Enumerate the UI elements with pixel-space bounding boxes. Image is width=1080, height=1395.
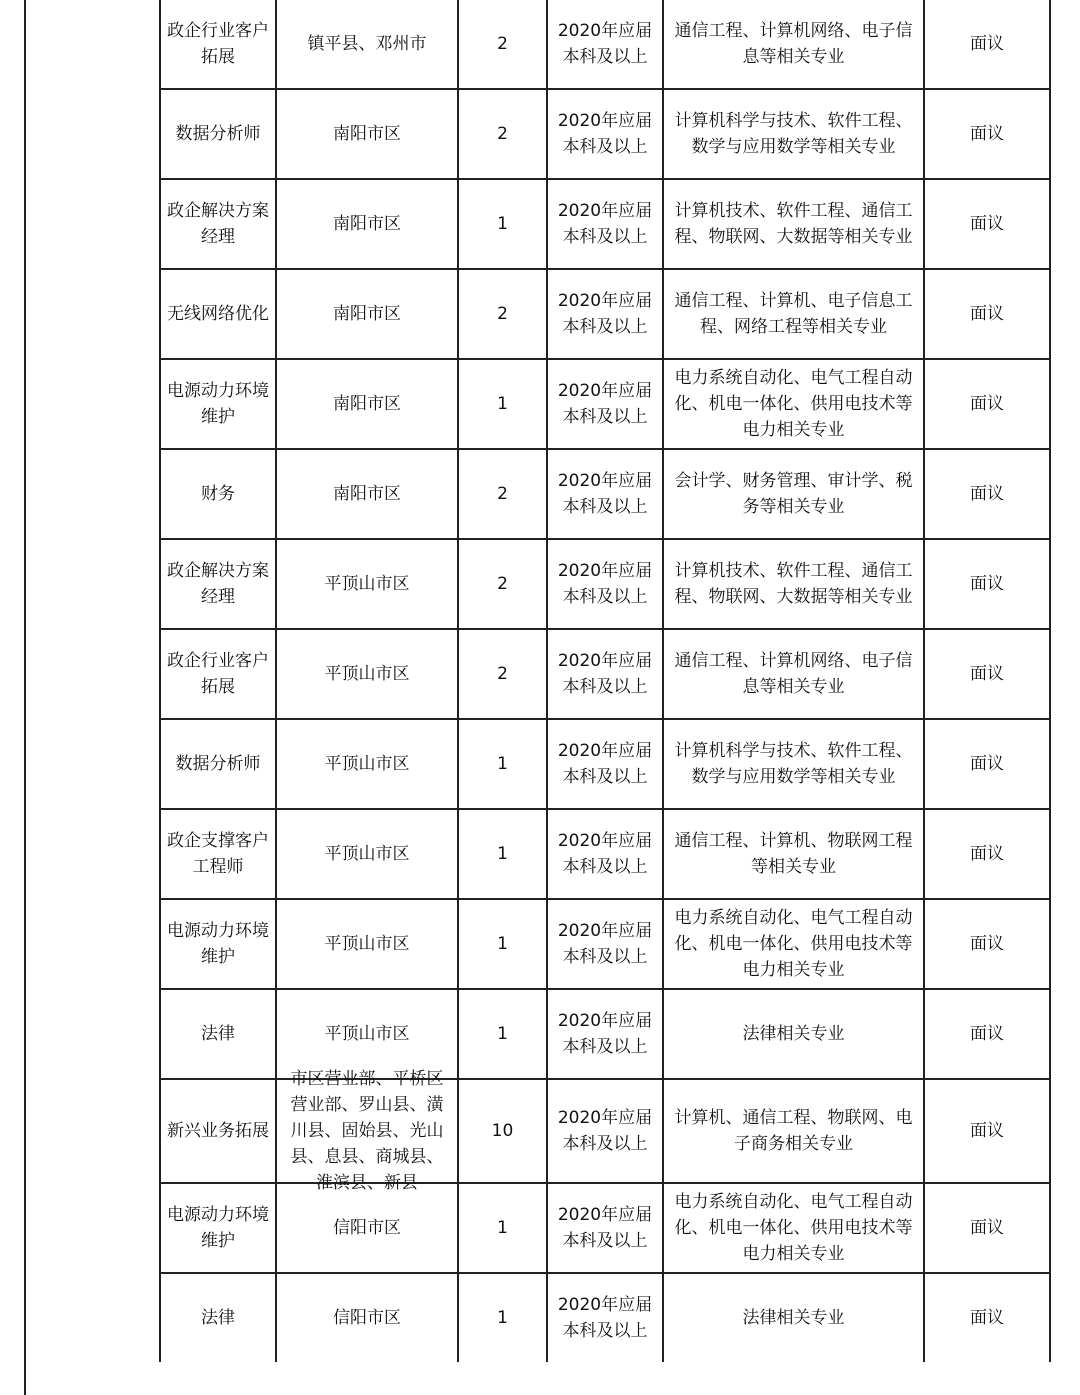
cell-education: 2020年应届本科及以上 (547, 1183, 663, 1273)
cell-position: 政企解决方案经理 (160, 539, 276, 629)
table-row (160, 539, 1050, 629)
cell-salary: 面议 (924, 89, 1050, 179)
cell-position: 电源动力环境维护 (160, 899, 276, 989)
cell-education: 2020年应届本科及以上 (547, 89, 663, 179)
cell-education: 2020年应届本科及以上 (547, 449, 663, 539)
cell-count: 2 (458, 539, 547, 629)
cell-count: 1 (458, 1273, 547, 1362)
cell-position: 法律 (160, 989, 276, 1079)
cell-salary: 面议 (924, 809, 1050, 899)
cell-salary: 面议 (924, 899, 1050, 989)
cell-count: 1 (458, 719, 547, 809)
location-text: 平顶山市区 (324, 754, 410, 774)
cell-salary: 面议 (924, 629, 1050, 719)
cell-count: 2 (458, 0, 547, 89)
cell-education: 2020年应届本科及以上 (547, 899, 663, 989)
cell-major: 电力系统自动化、电气工程自动化、机电一体化、供用电技术等电力相关专业 (663, 1183, 924, 1273)
cell-education: 2020年应届本科及以上 (547, 1079, 663, 1183)
cell-major: 计算机科学与技术、软件工程、数学与应用数学等相关专业 (663, 719, 924, 809)
cell-location (276, 449, 458, 539)
location-text: 南阳市区 (333, 394, 401, 414)
cell-location (276, 809, 458, 899)
location-text: 平顶山市区 (324, 1024, 410, 1044)
cell-major: 通信工程、计算机网络、电子信息等相关专业 (663, 629, 924, 719)
cell-location (276, 539, 458, 629)
location-text: 南阳市区 (333, 214, 401, 234)
cell-count: 2 (458, 449, 547, 539)
cell-location (276, 0, 458, 89)
location-text: 市区营业部、平桥区营业部、罗山县、潢川县、固始县、光山县、息县、商城县、淮滨县、新县 (290, 1069, 444, 1193)
cell-count: 1 (458, 179, 547, 269)
table-row (160, 269, 1050, 359)
table-row (160, 809, 1050, 899)
table-row (160, 719, 1050, 809)
cell-count: 1 (458, 899, 547, 989)
location-text: 信阳市区 (333, 1218, 401, 1238)
cell-major: 计算机、通信工程、物联网、电子商务相关专业 (663, 1079, 924, 1183)
cell-location (276, 1273, 458, 1362)
cell-major: 通信工程、计算机、物联网工程等相关专业 (663, 809, 924, 899)
job-rows (160, 0, 1050, 1362)
table-row (160, 89, 1050, 179)
table-row (160, 629, 1050, 719)
table-row (160, 1079, 1050, 1183)
cell-major: 通信工程、计算机网络、电子信息等相关专业 (663, 0, 924, 89)
cell-position: 新兴业务拓展 (160, 1079, 276, 1183)
cell-position: 电源动力环境维护 (160, 359, 276, 449)
cell-position: 政企支撑客户工程师 (160, 809, 276, 899)
cell-position: 财务 (160, 449, 276, 539)
table-row (160, 1183, 1050, 1273)
location-text: 平顶山市区 (324, 934, 410, 954)
cell-count: 10 (458, 1079, 547, 1183)
cell-salary: 面议 (924, 719, 1050, 809)
cell-education: 2020年应届本科及以上 (547, 359, 663, 449)
cell-education: 2020年应届本科及以上 (547, 1273, 663, 1362)
cell-location (276, 1069, 458, 1193)
cell-location (276, 269, 458, 359)
cell-major: 通信工程、计算机、电子信息工程、网络工程等相关专业 (663, 269, 924, 359)
cell-education: 2020年应届本科及以上 (547, 809, 663, 899)
table-row (160, 899, 1050, 989)
location-text: 信阳市区 (333, 1308, 401, 1328)
cell-major: 会计学、财务管理、审计学、税务等相关专业 (663, 449, 924, 539)
table-row (160, 449, 1050, 539)
cell-location (276, 629, 458, 719)
location-text: 镇平县、邓州市 (307, 34, 427, 54)
cell-salary: 面议 (924, 0, 1050, 89)
table-row (160, 359, 1050, 449)
cell-major: 电力系统自动化、电气工程自动化、机电一体化、供用电技术等电力相关专业 (663, 359, 924, 449)
cell-position: 无线网络优化 (160, 269, 276, 359)
location-text: 平顶山市区 (324, 844, 410, 864)
cell-education: 2020年应届本科及以上 (547, 719, 663, 809)
cell-salary: 面议 (924, 449, 1050, 539)
cell-location (276, 179, 458, 269)
location-text: 南阳市区 (333, 304, 401, 324)
table-row (160, 179, 1050, 269)
table-row (160, 1273, 1050, 1362)
cell-location (276, 89, 458, 179)
cell-salary: 面议 (924, 1079, 1050, 1183)
cell-major: 计算机技术、软件工程、通信工程、物联网、大数据等相关专业 (663, 539, 924, 629)
cell-major: 计算机技术、软件工程、通信工程、物联网、大数据等相关专业 (663, 179, 924, 269)
location-text: 平顶山市区 (324, 664, 410, 684)
cell-education: 2020年应届本科及以上 (547, 0, 663, 89)
cell-salary: 面议 (924, 1273, 1050, 1362)
cell-education: 2020年应届本科及以上 (547, 629, 663, 719)
cell-education: 2020年应届本科及以上 (547, 989, 663, 1079)
cell-position: 电源动力环境维护 (160, 1183, 276, 1273)
cell-education: 2020年应届本科及以上 (547, 269, 663, 359)
cell-salary: 面议 (924, 359, 1050, 449)
location-text: 南阳市区 (333, 124, 401, 144)
cell-salary: 面议 (924, 1183, 1050, 1273)
cell-position: 政企行业客户拓展 (160, 0, 276, 89)
cell-location (276, 359, 458, 449)
cell-count: 2 (458, 629, 547, 719)
cell-salary: 面议 (924, 179, 1050, 269)
table-row (160, 0, 1050, 89)
location-text: 南阳市区 (333, 484, 401, 504)
cell-position: 数据分析师 (160, 89, 276, 179)
cell-position: 政企解决方案经理 (160, 179, 276, 269)
cell-salary: 面议 (924, 989, 1050, 1079)
job-listing-table (159, 0, 1051, 1362)
cell-location (276, 899, 458, 989)
cell-position: 政企行业客户拓展 (160, 629, 276, 719)
cell-count: 1 (458, 809, 547, 899)
cell-location (276, 719, 458, 809)
cell-education: 2020年应届本科及以上 (547, 539, 663, 629)
cell-major: 法律相关专业 (663, 1273, 924, 1362)
cell-position: 数据分析师 (160, 719, 276, 809)
cell-education: 2020年应届本科及以上 (547, 179, 663, 269)
cell-salary: 面议 (924, 269, 1050, 359)
cell-count: 1 (458, 1183, 547, 1273)
cell-salary: 面议 (924, 539, 1050, 629)
cell-major: 电力系统自动化、电气工程自动化、机电一体化、供用电技术等电力相关专业 (663, 899, 924, 989)
cell-count: 1 (458, 359, 547, 449)
left-margin-rule (24, 0, 26, 1395)
cell-count: 2 (458, 89, 547, 179)
cell-major: 法律相关专业 (663, 989, 924, 1079)
cell-count: 1 (458, 989, 547, 1079)
cell-count: 2 (458, 269, 547, 359)
cell-location (276, 1183, 458, 1273)
cell-position: 法律 (160, 1273, 276, 1362)
location-text: 平顶山市区 (324, 574, 410, 594)
cell-major: 计算机科学与技术、软件工程、数学与应用数学等相关专业 (663, 89, 924, 179)
